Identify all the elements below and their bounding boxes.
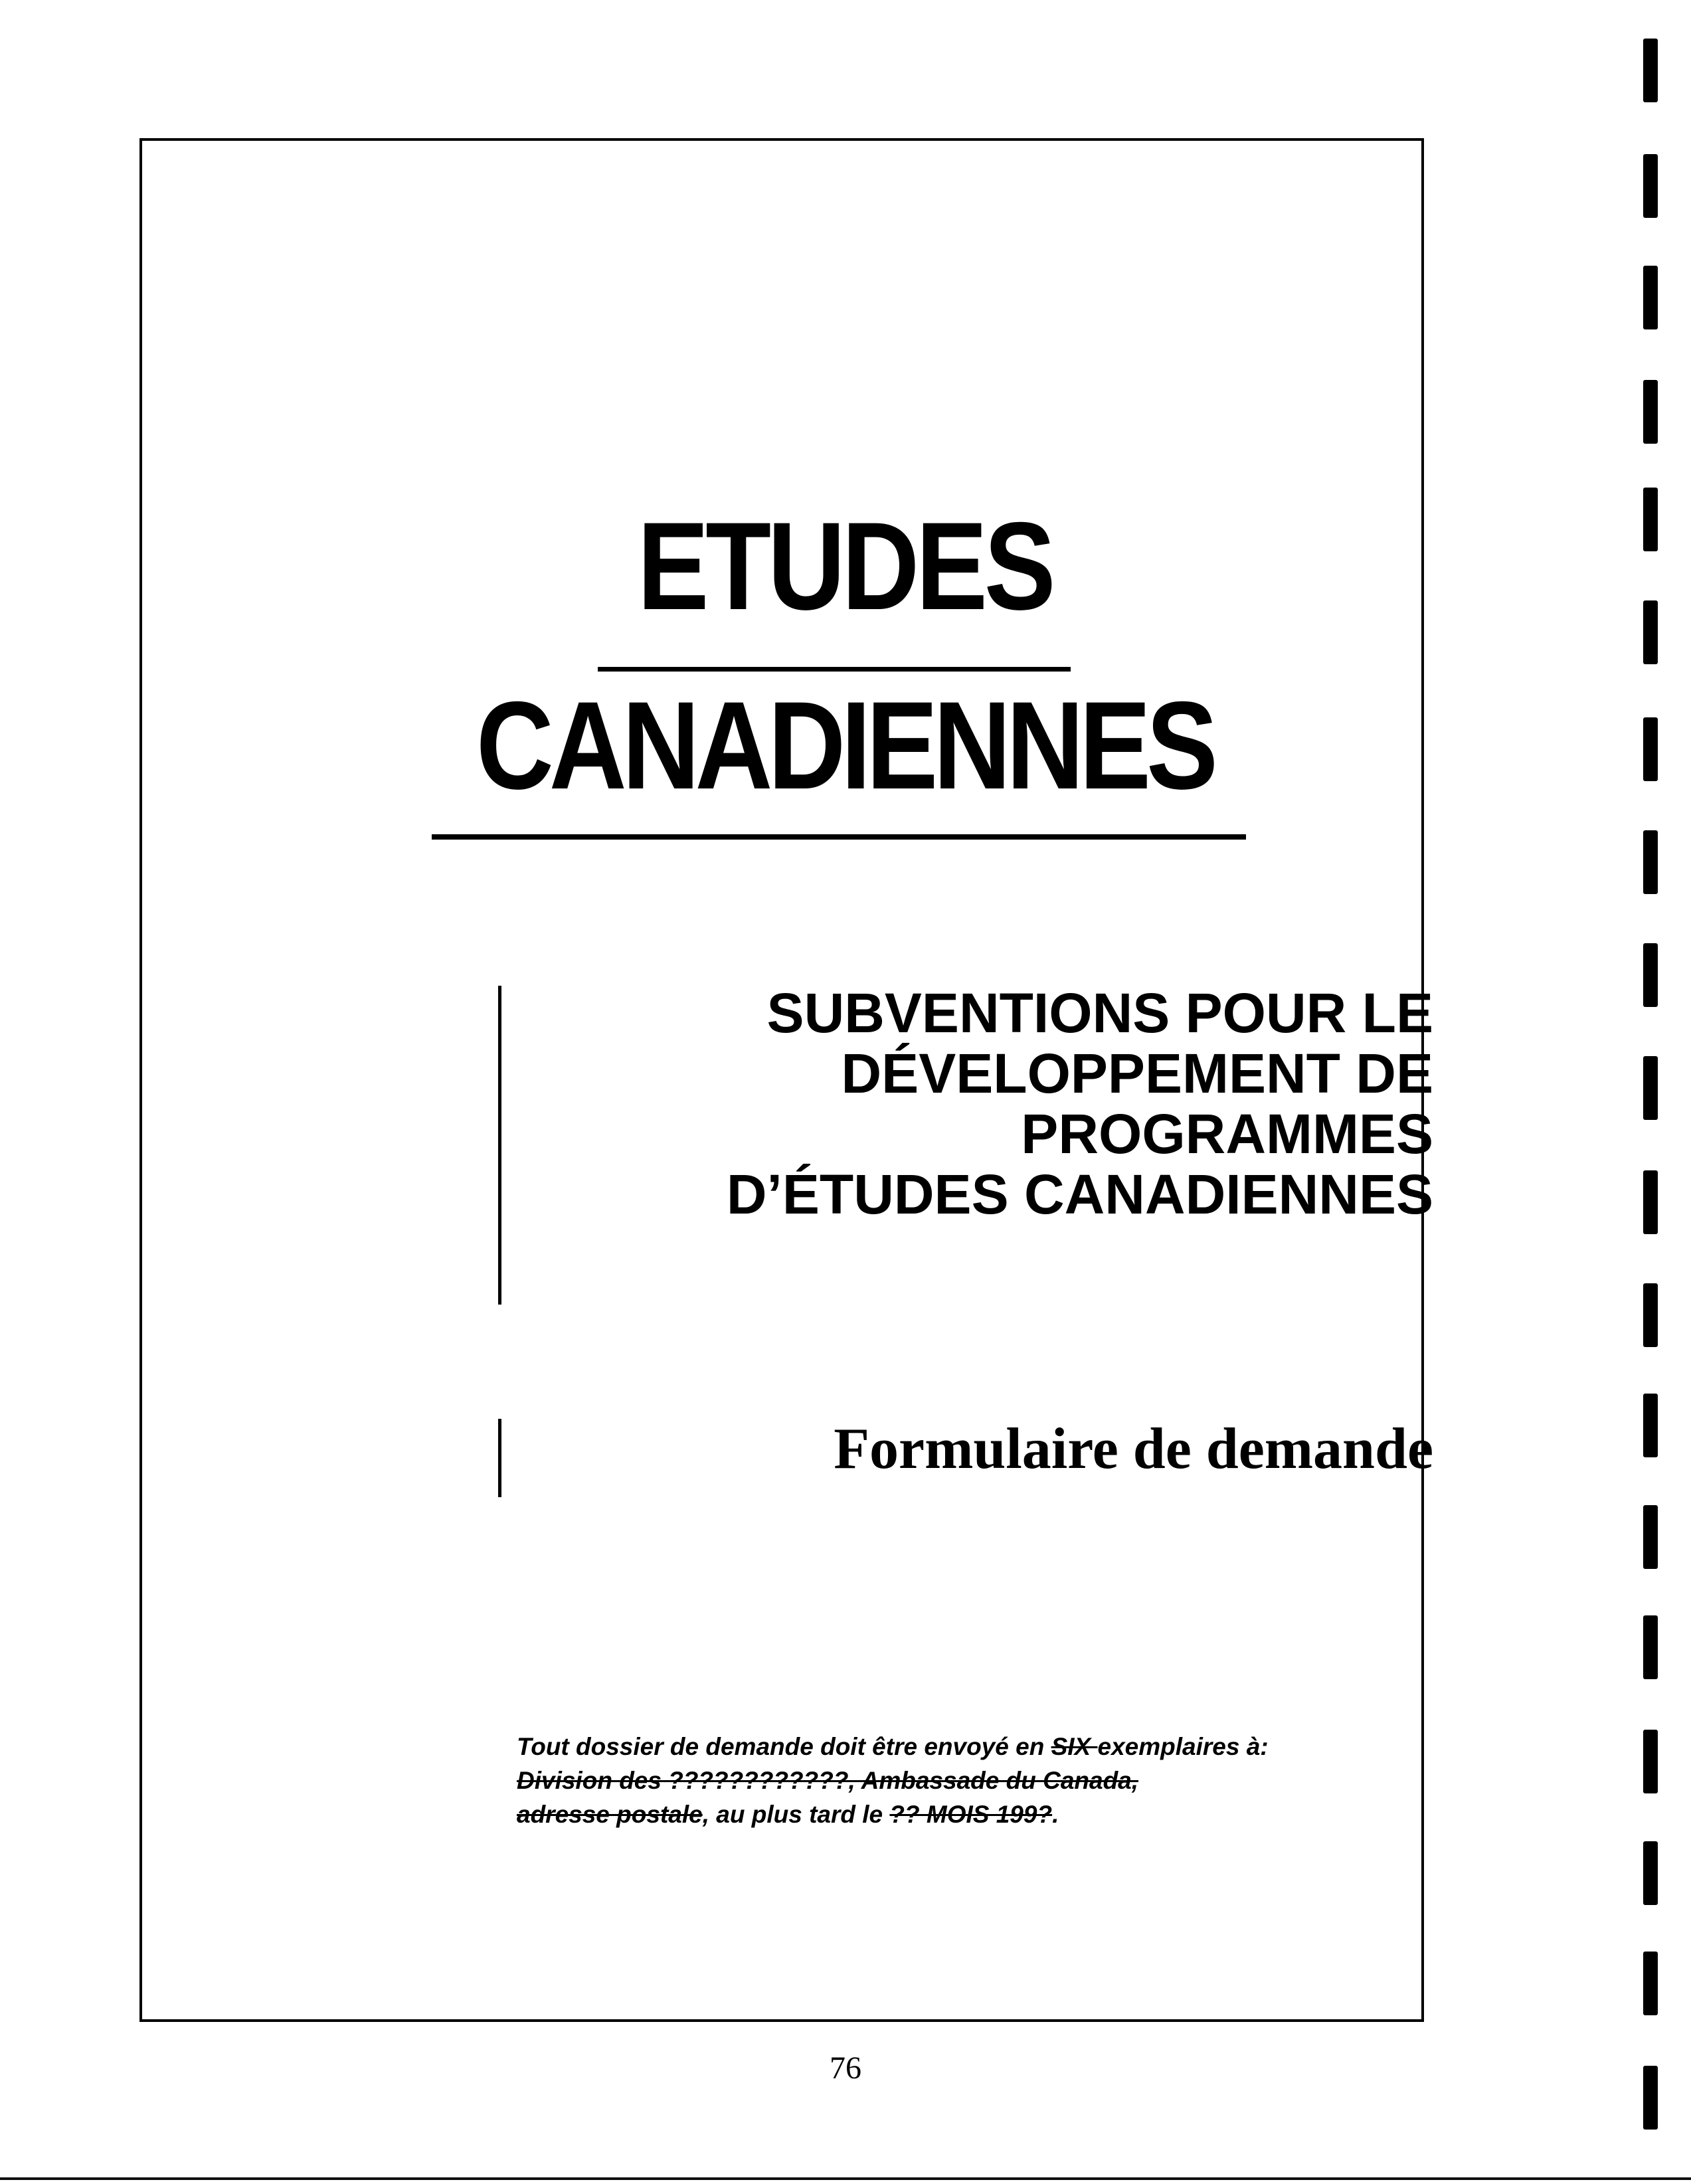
binding-mark (1643, 488, 1658, 551)
submission-notice (517, 1730, 1269, 1831)
form-label: Formulaire de demande (834, 1417, 1433, 1481)
binding-mark (1643, 600, 1658, 664)
title-line-2: CANADIENNES (476, 676, 1214, 815)
notice-text: . (1052, 1801, 1059, 1828)
revision-bar (498, 1419, 501, 1497)
binding-mark (1643, 1841, 1658, 1905)
notice-struck-text: adresse postale (517, 1801, 703, 1828)
subtitle-line: D’ÉTUDES CANADIENNES (726, 1163, 1433, 1226)
scan-edge (0, 2177, 1691, 2180)
page-number: 76 (830, 2050, 861, 2086)
binding-mark (1643, 717, 1658, 781)
title-underline (432, 834, 1246, 840)
binding-mark (1643, 380, 1658, 444)
binding-mark (1643, 266, 1658, 329)
subtitle (503, 983, 1433, 1225)
notice-text: exemplaires à: (1097, 1733, 1269, 1760)
binding-mark (1643, 1730, 1658, 1793)
binding-mark (1643, 2066, 1658, 2130)
notice-struck-text: Division des ????????????, Ambassade du Canada, (517, 1767, 1139, 1794)
binding-mark (1643, 1615, 1658, 1679)
subtitle-line: SUBVENTIONS POUR LE (766, 982, 1433, 1044)
notice-line-3 (517, 1797, 1269, 1831)
notice-struck-text: SIX (1051, 1733, 1098, 1760)
binding-mark (1643, 1952, 1658, 2015)
binding-mark (1643, 943, 1658, 1007)
binding-mark (1643, 830, 1658, 894)
binding-mark (1643, 1056, 1658, 1120)
notice-text: , au plus tard le (702, 1801, 890, 1828)
binding-mark (1643, 154, 1658, 218)
title-line-1: ETUDES (637, 496, 1053, 636)
revision-bar (498, 986, 501, 1305)
notice-line-2 (517, 1764, 1269, 1797)
subtitle-line: DÉVELOPPEMENT DE (841, 1042, 1433, 1105)
binding-mark (1643, 1394, 1658, 1457)
title-divider (598, 667, 1071, 672)
binding-mark (1643, 39, 1658, 102)
binding-mark (1643, 1170, 1658, 1234)
notice-line-1 (517, 1730, 1269, 1764)
notice-struck-text: ?? MOIS 199? (889, 1801, 1053, 1828)
binding-mark (1643, 1505, 1658, 1569)
binding-mark (1643, 1283, 1658, 1347)
subtitle-line: PROGRAMMES (1021, 1103, 1433, 1165)
notice-text: Tout dossier de demande doit être envoyé en (517, 1733, 1051, 1760)
